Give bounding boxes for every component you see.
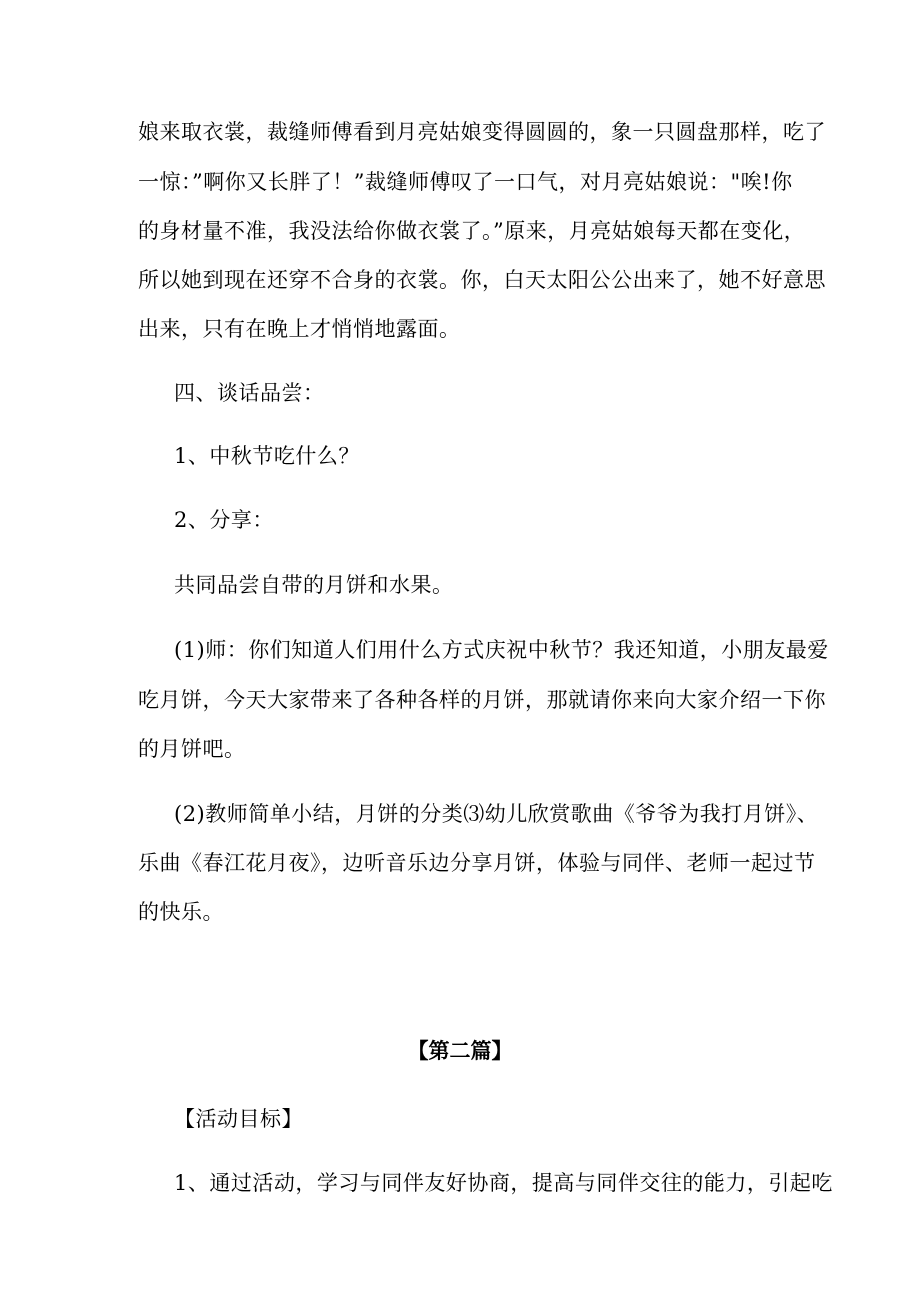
paragraph-line: 吃月饼，今天大家带来了各种各样的月饼，那就请你来向大家介绍一下你	[138, 688, 826, 712]
section-heading: 四、谈话品尝：	[174, 381, 325, 405]
paragraph-line: 娘来取衣裳，裁缝师傅看到月亮姑娘变得圆圆的，象一只圆盘那样，吃了	[138, 120, 826, 144]
paragraph-line: 的月饼吧。	[138, 737, 246, 761]
paragraph-line: 出来，只有在晚上才悄悄地露面。	[138, 317, 461, 341]
paragraph-line: 所以她到现在还穿不合身的衣裳。你，白天太阳公公出来了，她不好意思	[138, 268, 826, 292]
list-item: 2、分享：	[174, 508, 274, 532]
paragraph-line: (2)教师简单小结，月饼的分类⑶幼儿欣赏歌曲《爷爷为我打月饼》、	[174, 802, 819, 826]
paragraph-line: 乐曲《春江花月夜》，边听音乐边分享月饼，体验与同伴、老师一起过节	[138, 851, 816, 875]
list-item: 1、中秋节吃什么？	[174, 444, 360, 468]
paragraph-line: (1)师：你们知道人们用什么方式庆祝中秋节？我还知道，小朋友最爱	[174, 638, 829, 662]
paragraph-line: 共同品尝自带的月饼和水果。	[174, 573, 454, 597]
list-item: 1、通过活动，学习与同伴友好协商，提高与同伴交往的能力，引起吃	[174, 1171, 833, 1195]
paragraph-line: 的身材量不准，我没法给你做衣裳了。”原来，月亮姑娘每天都在变化，	[138, 219, 806, 243]
activity-goal-heading: 【活动目标】	[174, 1107, 303, 1131]
part-two-heading: 【第二篇】	[407, 1038, 513, 1063]
paragraph-line: 一惊：”啊你又长胖了！”裁缝师傅叹了一口气，对月亮姑娘说："唉!你	[138, 170, 793, 194]
paragraph-line: 的快乐。	[138, 900, 224, 924]
